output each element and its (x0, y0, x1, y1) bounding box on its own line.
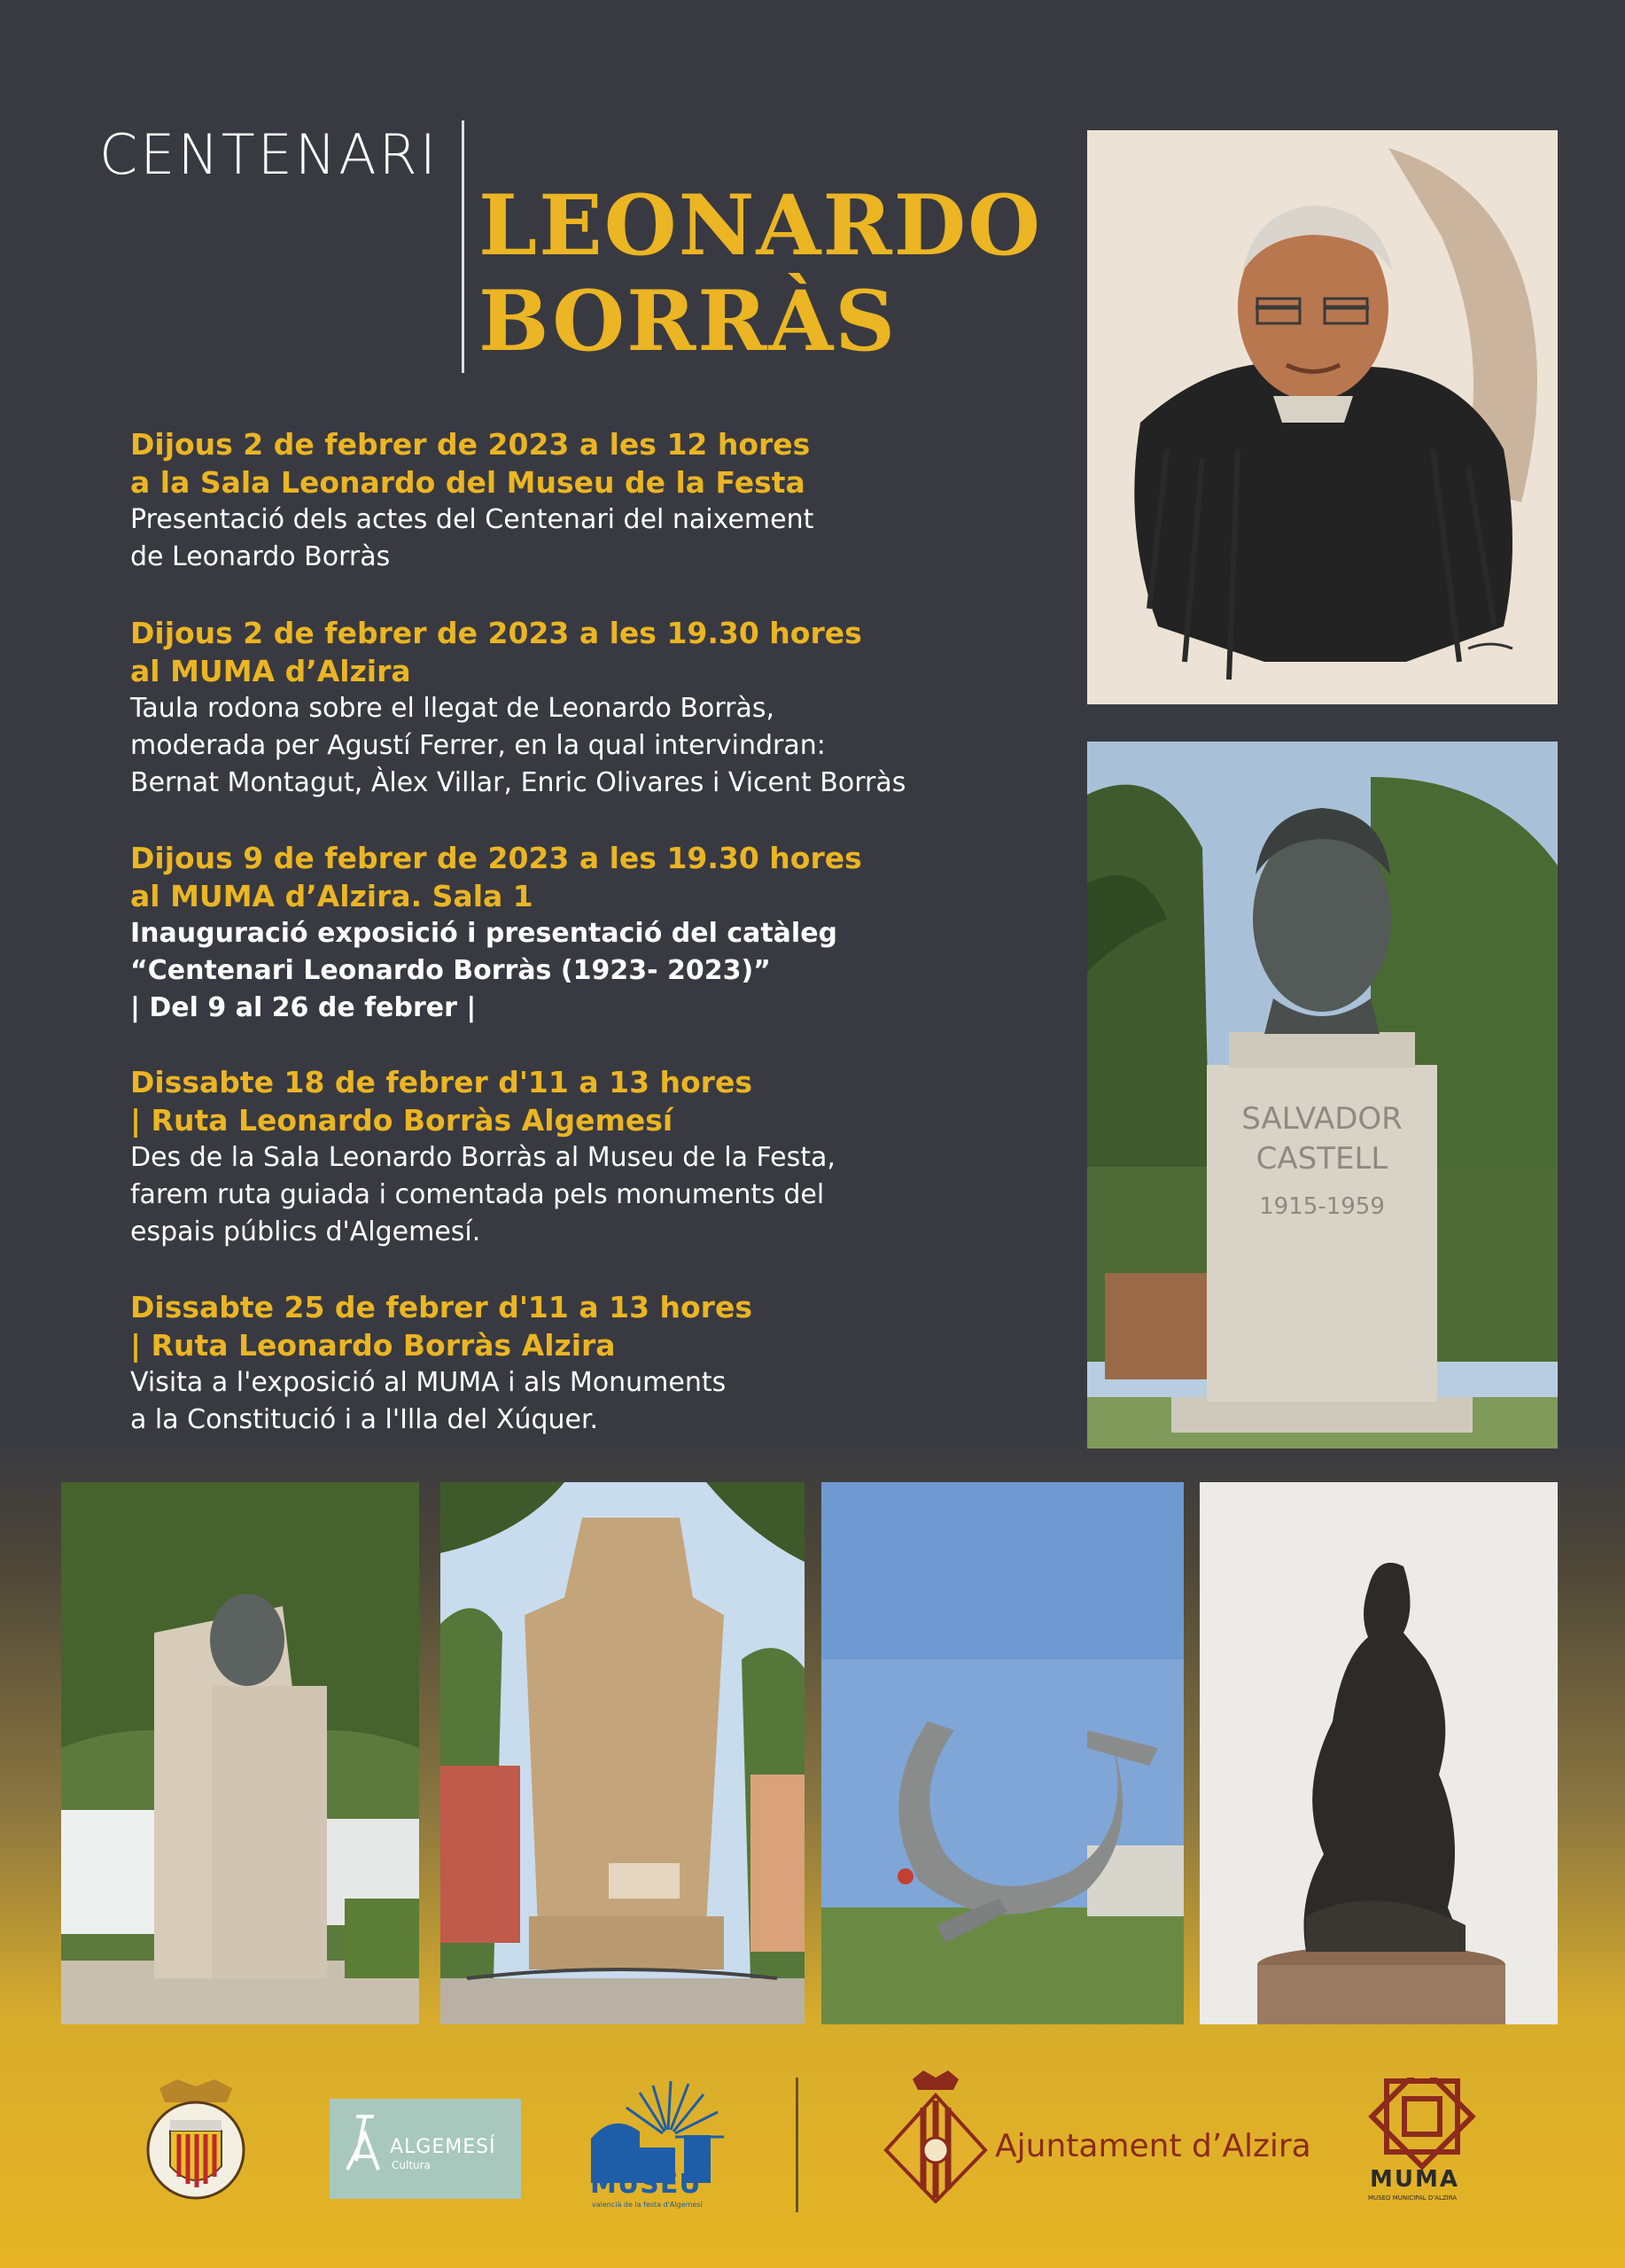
event-1-heading-1: Dijous 2 de febrer de 2023 a les 12 hores (130, 427, 811, 462)
event-3 (130, 839, 1052, 1027)
kicker-centenari: CENTENARI (99, 122, 439, 187)
event-2-heading-2: al MUMA d’Alzira (130, 654, 411, 688)
monument-photo-2 (440, 1482, 805, 2024)
event-1 (130, 425, 1052, 576)
museu-name: MUSEU (590, 2169, 702, 2200)
bust-monument-image (1087, 742, 1558, 1449)
museu-festa-logo (587, 2077, 727, 2213)
event-2-text-1: Taula rodona sobre el llegat de Leonardo Borràs, (130, 693, 775, 724)
monument-photo-3 (821, 1482, 1184, 2024)
event-2-text-3: Bernat Montagut, Àlex Villar, Enric Olivares i Vicent Borràs (130, 767, 906, 798)
event-5-heading-2: | Ruta Leonardo Borràs Alzira (130, 1328, 616, 1363)
logos-divider (796, 2078, 798, 2212)
muma-logo (1365, 2078, 1480, 2206)
event-5 (130, 1288, 1052, 1439)
monument-photo-1 (61, 1482, 419, 2024)
muma-sub: MUSEO MUNICIPAL D'ALZIRA (1368, 2194, 1458, 2202)
title-line-2: BORRÀS (478, 273, 898, 370)
event-3-text-3: | Del 9 al 26 de febrer | (130, 992, 477, 1023)
bust-inscription-line-1: SALVADOR (1241, 1101, 1403, 1137)
muma-name: MUMA (1370, 2166, 1459, 2193)
museu-sub: valencià de la festa d'Algemesí (592, 2201, 703, 2209)
algemesi-cultura-logo (330, 2099, 521, 2199)
event-5-text-1: Visita a l'exposició al MUMA i als Monuments (130, 1367, 727, 1398)
event-4-heading-1: Dissabte 18 de febrer d'11 a 13 hores (130, 1065, 752, 1099)
event-5-text-2: a la Constitució i a l'Illa del Xúquer. (130, 1404, 599, 1435)
algemesi-cultura-sub: Cultura (392, 2159, 431, 2171)
event-3-heading-2: al MUMA d’Alzira. Sala 1 (130, 879, 533, 913)
event-3-heading-1: Dijous 9 de febrer de 2023 a les 19.30 hores (130, 841, 862, 875)
algemesi-cultura-name: ALGEMESÍ (390, 2136, 496, 2158)
bust-inscription-line-2: CASTELL (1256, 1141, 1388, 1177)
event-4-text-1: Des de la Sala Leonardo Borràs al Museu de la Festa, (130, 1142, 836, 1173)
event-4-heading-2: | Ruta Leonardo Borràs Algemesí (130, 1103, 673, 1138)
bust-inscription-line-3: 1915-1959 (1259, 1193, 1385, 1220)
alzira-name: Ajuntament d’Alzira (995, 2128, 1311, 2164)
title-divider (462, 120, 464, 373)
event-2 (130, 614, 1052, 802)
alzira-coat-of-arms-icon (877, 2069, 994, 2203)
event-1-text-2: de Leonardo Borràs (130, 541, 391, 572)
event-4-text-2: farem ruta guiada i comentada pels monuments del (130, 1179, 825, 1210)
event-3-text-2: “Centenari Leonardo Borràs (1923- 2023)” (130, 955, 771, 986)
event-1-heading-2: a la Sala Leonardo del Museu de la Festa (130, 465, 805, 500)
event-2-heading-1: Dijous 2 de febrer de 2023 a les 19.30 hores (130, 616, 862, 650)
sculpture-photo-4 (1200, 1482, 1558, 2024)
event-4-text-3: espais públics d'Algemesí. (130, 1216, 481, 1247)
event-1-text-1: Presentació dels actes del Centenari del naixement (130, 504, 814, 535)
event-4 (130, 1063, 1052, 1251)
algemesi-coat-of-arms-icon (142, 2079, 250, 2210)
event-3-text-1: Inauguració exposició i presentació del catàleg (130, 918, 838, 949)
portrait-painting-image (1087, 130, 1558, 704)
title-line-1: LEONARDO (478, 177, 1042, 275)
event-2-text-2: moderada per Agustí Ferrer, en la qual intervindran: (130, 730, 826, 761)
event-5-heading-1: Dissabte 25 de febrer d'11 a 13 hores (130, 1290, 752, 1324)
